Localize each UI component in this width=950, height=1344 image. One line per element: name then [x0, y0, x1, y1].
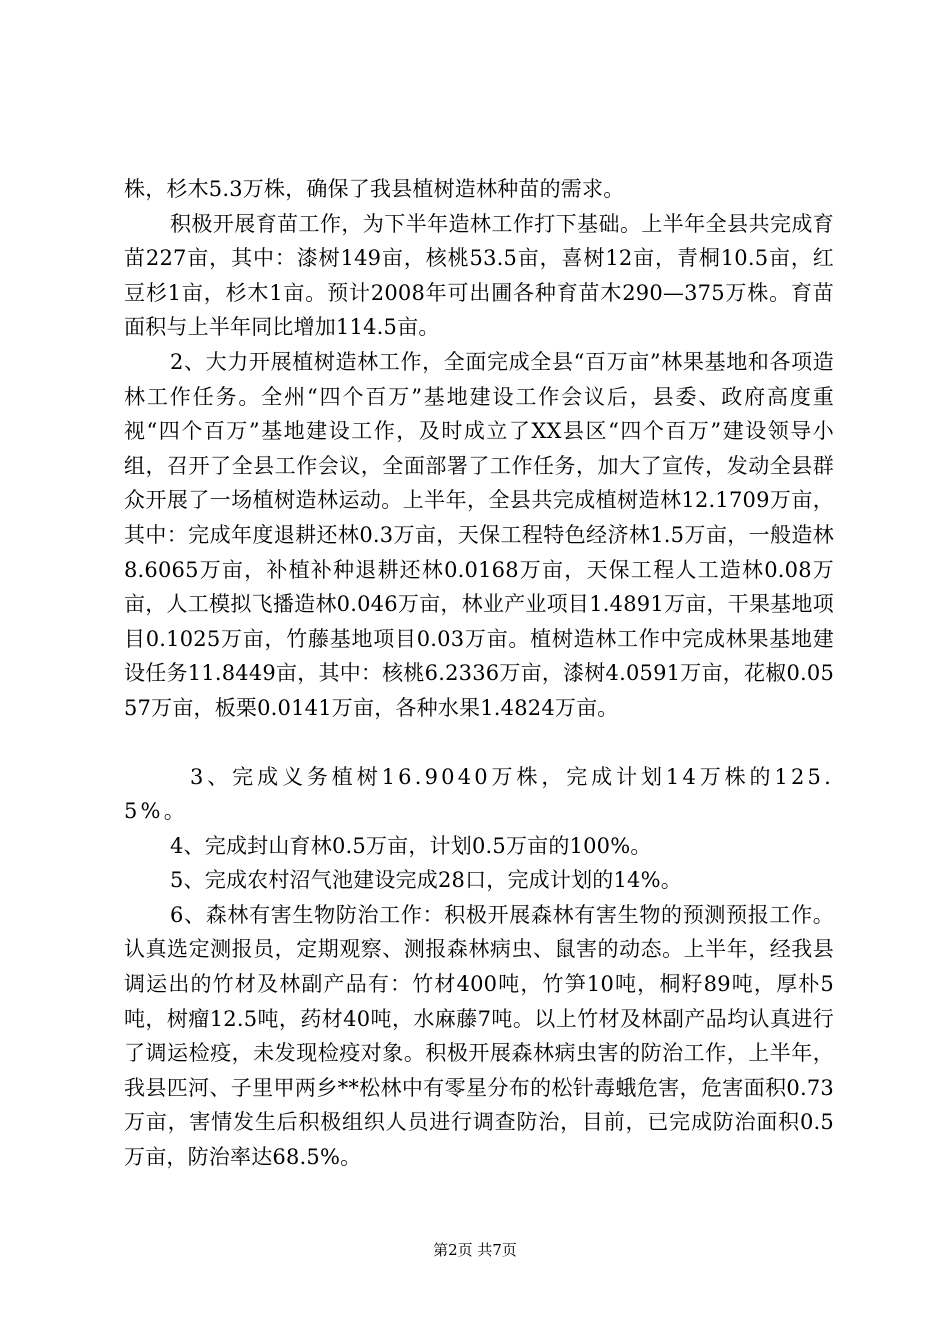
paragraph-afforestation: 2、大力开展植树造林工作，全面完成全县“百万亩”林果基地和各项造林工作任务。全州“四个百万”基地建设工作会议后，县委、政府高度重视“四个百万”基地建设工作，及时成立了XX县区“四个百万”建设领导小组，召开了全县工作会议，全面部署了工作任务，加大了宣传，发动全县群众开展了一场植树造林运动。上半年，全县共完成植树造林12.1709万亩，其中：完成年度退耕还林0.3万亩，天保工程特色经济林1.5万亩，一般造林8.6065万亩，补植补种退耕还林0.0168万亩，天保工程人工造林0.08万亩，人工模拟飞播造林0.046万亩，林业产业项目1.4891万亩，干果基地项目0.1025万亩，竹藤基地项目0.03万亩。植树造林工作中完成林果基地建设任务11.8449亩，其中：核桃6.2336万亩，漆树4.0591万亩，花椒0.0557万亩，板栗0.0141万亩，各种水果1.4824万亩。	[124, 349, 834, 720]
paragraph-biogas: 5、完成农村沼气池建设完成28口，完成计划的14%。	[170, 868, 682, 893]
document-body	[124, 172, 834, 1175]
paragraph-continuation: 株，杉木5.3万株，确保了我县植树造林种苗的需求。	[124, 177, 625, 201]
paragraph-pest-control: 6、森林有害生物防治工作：积极开展森林有害生物的预测预报工作。认真选定测报员，定期观察、测报森林病虫、鼠害的动态。上半年，经我县调运出的竹材及林副产品有：竹材400吨，竹笋10吨，桐籽89吨，厚朴5吨，树瘤12.5吨，药材40吨，水麻藤7吨。以上竹材及林副产品均认真进行了调运检疫，未发现检疫对象。积极开展森林病虫害的防治工作，上半年，我县匹河、子里甲两乡**松林中有零星分布的松针毒蛾危害，危害面积0.73万亩，害情发生后积极组织人员进行调查防治，目前，已完成防治面积0.5万亩，防治率达68.5%。	[124, 902, 834, 1170]
paragraph-seedling: 积极开展育苗工作，为下半年造林工作打下基础。上半年全县共完成育苗227亩，其中：漆树149亩，核桃53.5亩，喜树12亩，青桐10.5亩，红豆杉1亩，杉木1亩。预计2008年可出圃各种育苗木290—375万株。育苗面积与上半年同比增加114.5亩。	[124, 211, 834, 340]
page-footer: 第2页 共7页	[433, 1241, 517, 1259]
paragraph-voluntary-planting: 3、完成义务植树16.9040万株，完成计划14万株的125.5%。	[124, 764, 834, 824]
paragraph-mountain-closure: 4、完成封山育林0.5万亩，计划0.5万亩的100%。	[170, 833, 652, 858]
